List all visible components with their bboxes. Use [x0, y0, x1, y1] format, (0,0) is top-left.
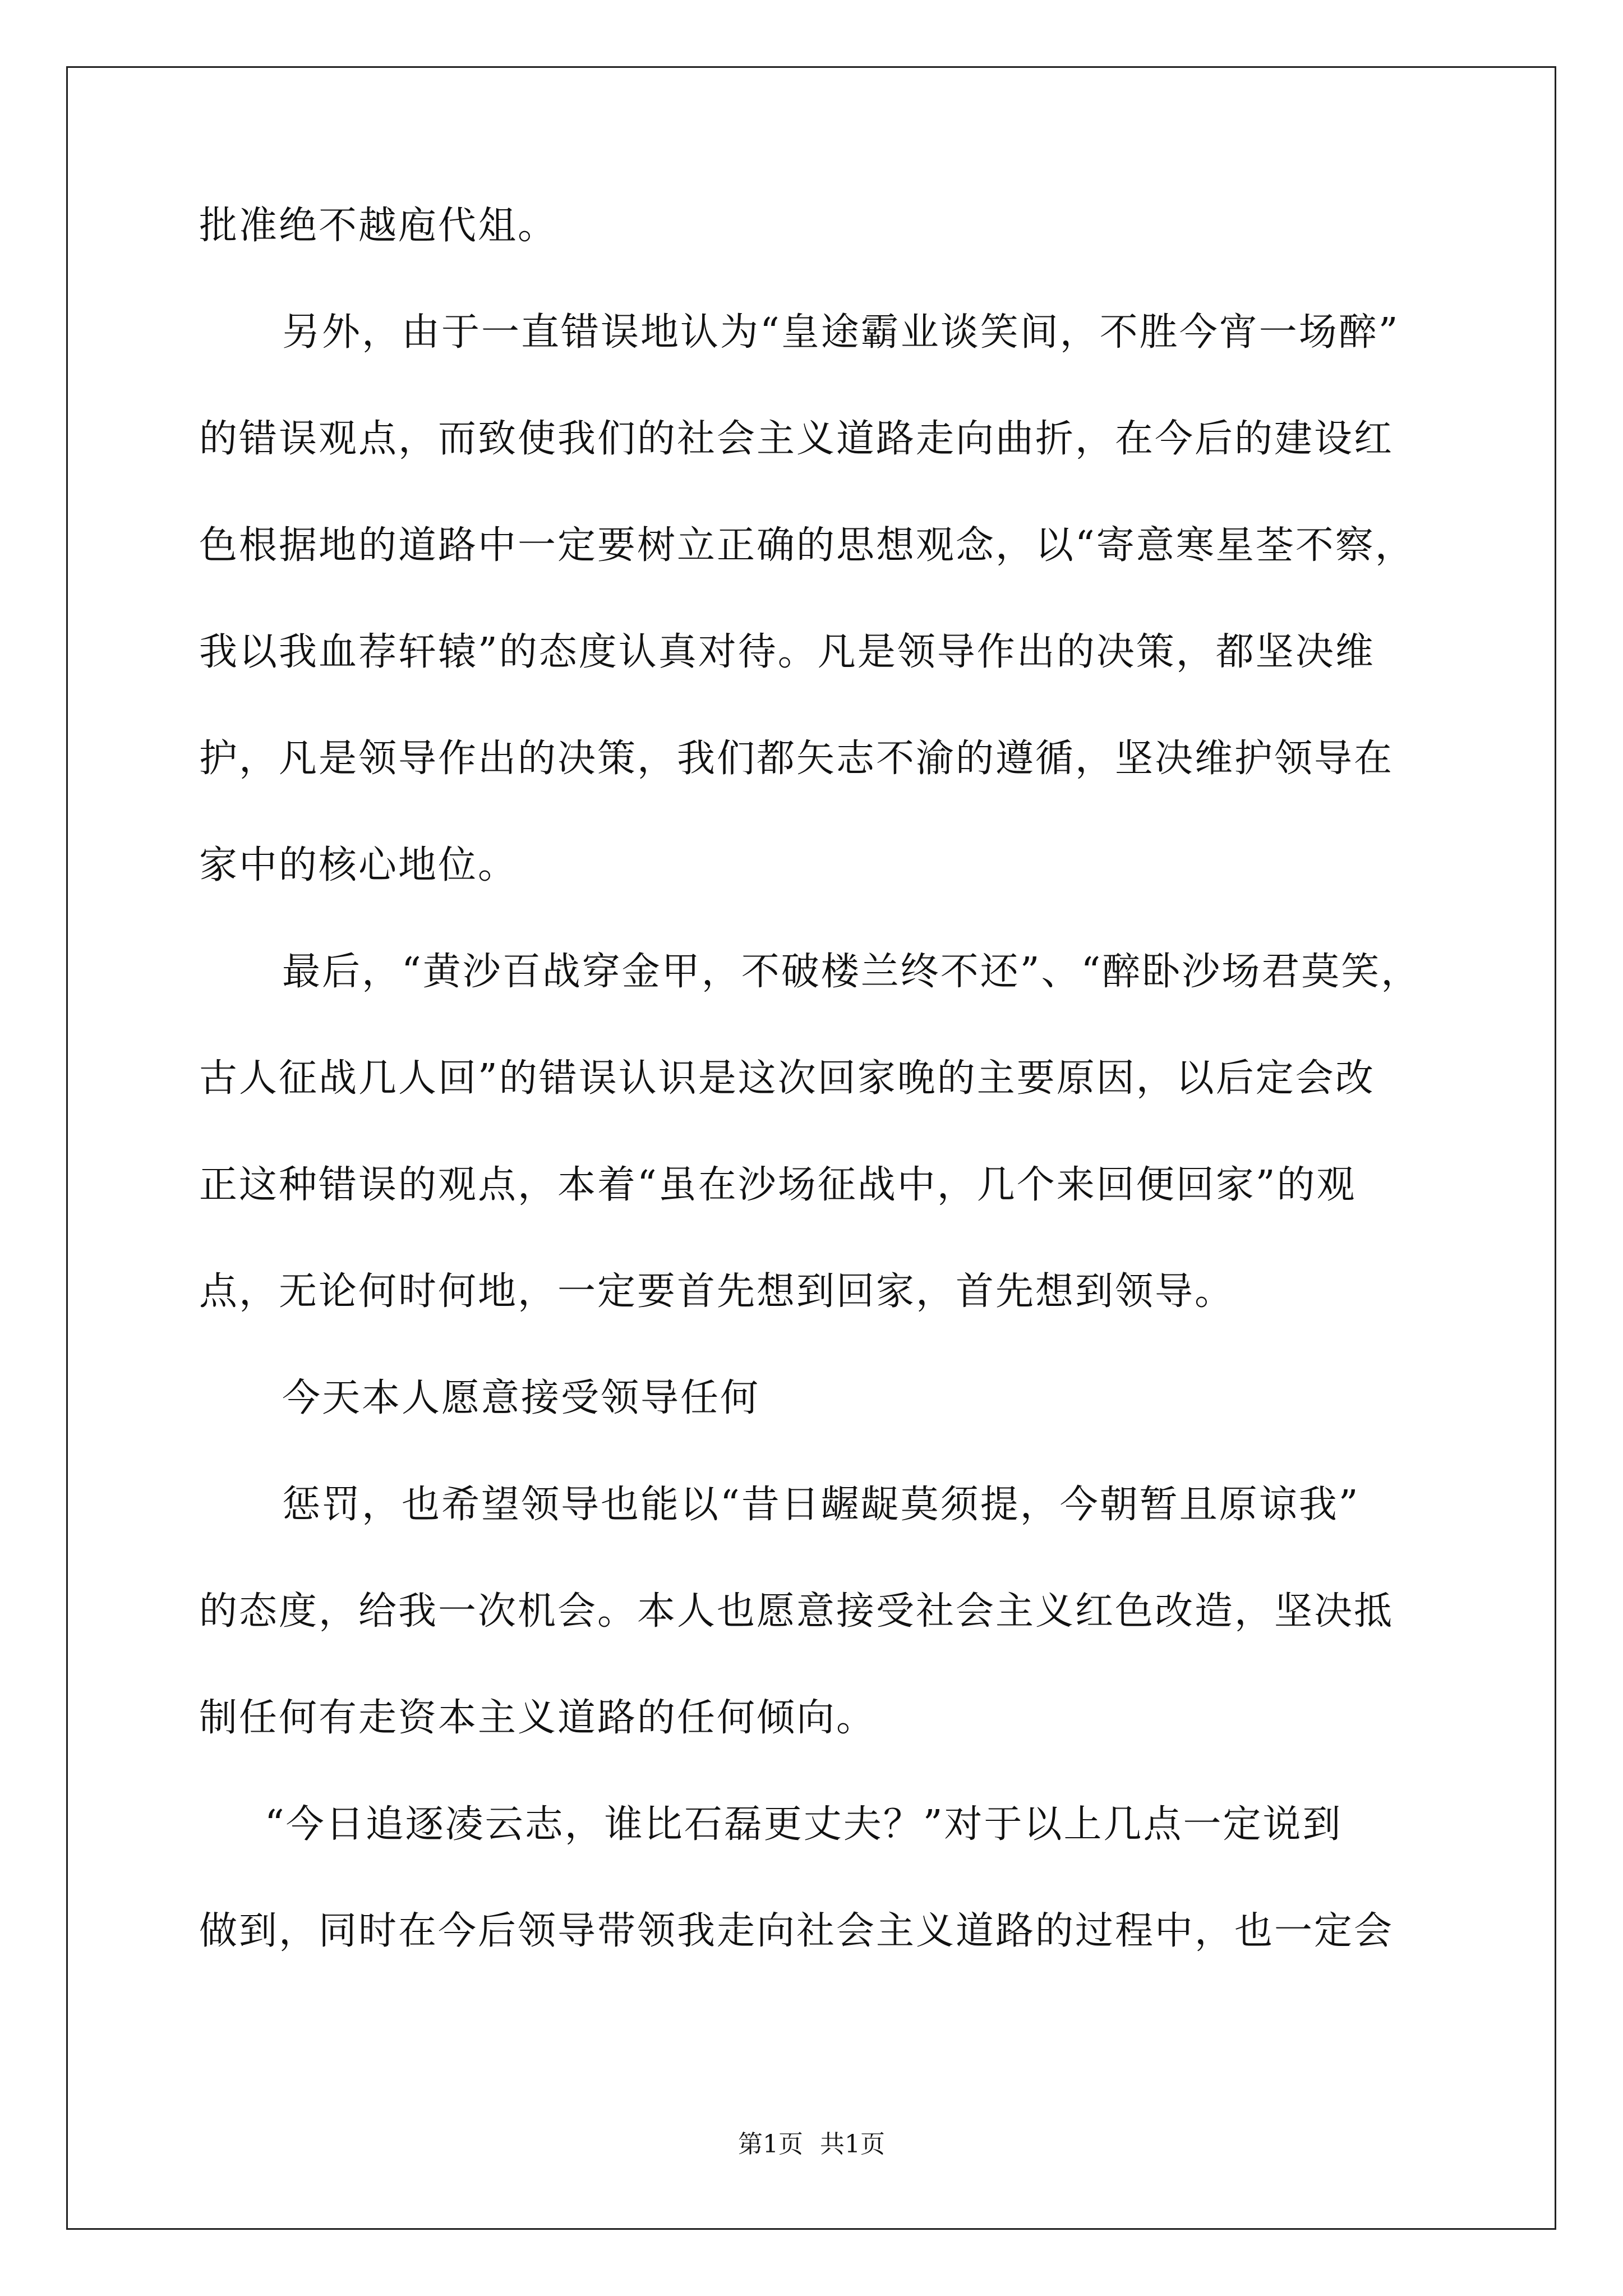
text-line-8: 最后，“黄沙百战穿金甲，不破楼兰终不还”、“醉卧沙场君莫笑， — [282, 950, 1421, 994]
page-current: 第1页 — [738, 2130, 803, 2159]
text-line-13: 惩罚，也希望领导也能以“昔日龌龊莫须提，今朝暂且原谅我” — [282, 1483, 1360, 1527]
text-line-5: 我以我血荐轩辕”的态度认真对待。凡是领导作出的决策，都坚决维 — [199, 630, 1375, 674]
text-line-12: 今天本人愿意接受领导任何 — [282, 1376, 760, 1420]
text-line-17: 做到，同时在今后领导带领我走向社会主义道路的过程中，也一定会 — [199, 1909, 1394, 1953]
text-line-1: 批准绝不越庖代俎。 — [199, 204, 558, 248]
text-line-11: 点，无论何时何地，一定要首先想到回家，首先想到领导。 — [199, 1269, 1235, 1314]
text-line-15: 制任何有走资本主义道路的任何倾向。 — [199, 1696, 877, 1740]
page-footer — [0, 2129, 1623, 2160]
text-line-7: 家中的核心地位。 — [199, 843, 518, 887]
text-line-3: 的错误观点，而致使我们的社会主义道路走向曲折，在今后的建设红 — [199, 417, 1394, 461]
text-line-4: 色根据地的道路中一定要树立正确的思想观念，以“寄意寒星荃不察， — [199, 523, 1415, 568]
page-total: 共1页 — [820, 2130, 885, 2159]
page-border — [66, 66, 1556, 2230]
text-line-6: 护，凡是领导作出的决策，我们都矢志不渝的遵循，坚决维护领导在 — [199, 737, 1394, 781]
text-line-2: 另外，由于一直错误地认为“皇途霸业谈笑间，不胜今宵一场醉” — [282, 310, 1400, 355]
text-line-9: 古人征战几人回”的错误认识是这次回家晚的主要原因，以后定会改 — [199, 1056, 1375, 1101]
text-line-10: 正这种错误的观点，本着“虽在沙场征战中，几个来回便回家”的观 — [199, 1163, 1357, 1207]
text-line-14: 的态度，给我一次机会。本人也愿意接受社会主义红色改造，坚决抵 — [199, 1589, 1394, 1634]
text-line-16: “今日追逐凌云志，谁比石磊更丈夫？”对于以上几点一定说到 — [265, 1802, 1343, 1847]
